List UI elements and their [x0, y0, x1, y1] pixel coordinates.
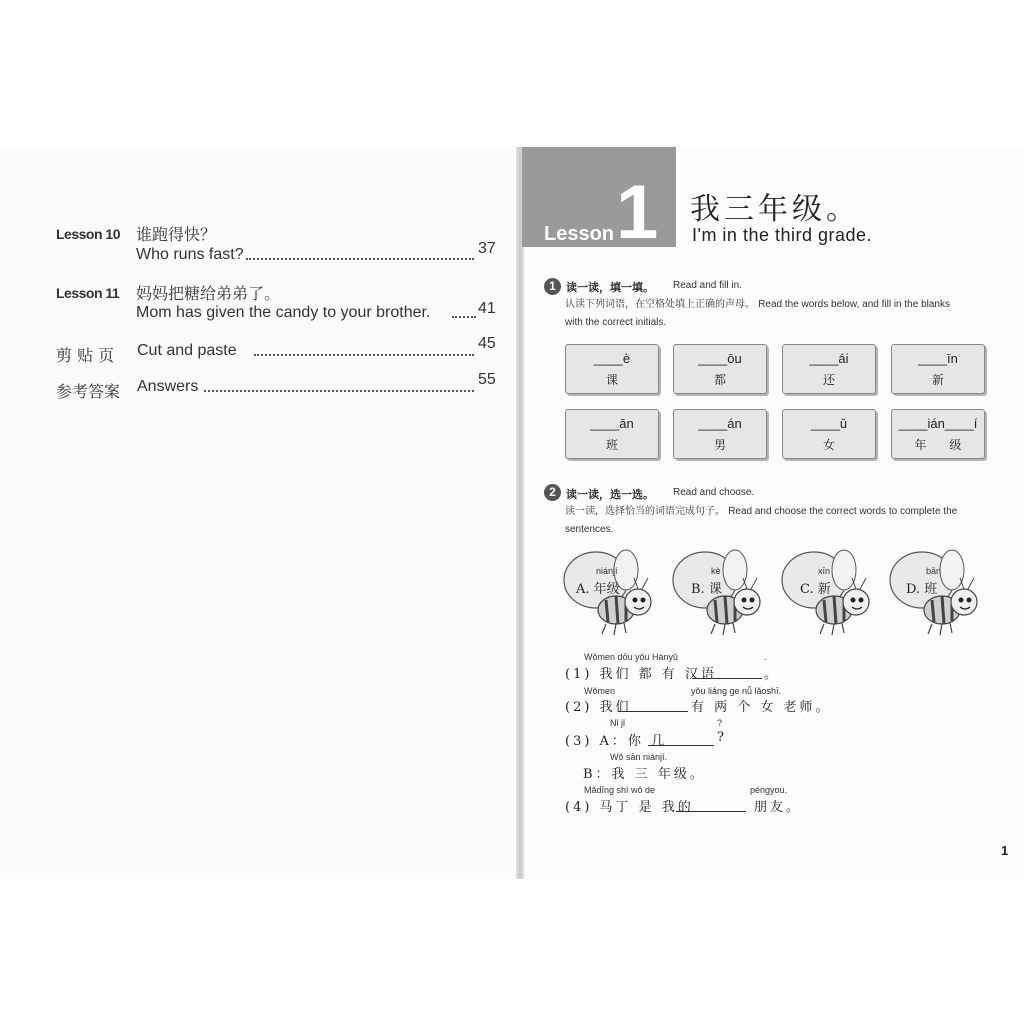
- instructions-en: Read and choose the correct words to complete the: [728, 506, 958, 517]
- pinyin-card: [782, 409, 876, 459]
- card-character: 都: [713, 373, 726, 387]
- pinyin-card: [565, 344, 659, 394]
- lesson-word: Lesson: [544, 223, 615, 245]
- sentence-pinyin: yǒu liǎng ge nǚ lǎoshī.: [691, 686, 782, 696]
- sentence-pinyin: Wǒ sān niánjí.: [610, 752, 668, 762]
- toc-title-cn: 谁跑得快？: [136, 225, 217, 244]
- card-pinyin: ____è: [593, 351, 631, 366]
- exercise-heading-en: Read and fill in.: [673, 280, 742, 291]
- toc-lesson-10: Lesson 10: [56, 226, 120, 242]
- card-character: 课: [605, 373, 618, 387]
- sentence-text: 有 两 个 女 老师。: [691, 700, 832, 715]
- toc-title-cn: 参考答案: [56, 382, 121, 401]
- instructions-en-line2: with the correct initials.: [565, 317, 667, 328]
- instructions-en: Read the words below, and fill in the blanks: [758, 299, 950, 310]
- pinyin-card: [891, 409, 985, 459]
- card-pinyin: ____īn: [918, 351, 958, 366]
- toc-lesson-11: Lesson 11: [56, 285, 120, 301]
- pinyin-card: [782, 344, 876, 394]
- sentence-pinyin: Wǒmen: [584, 686, 616, 696]
- option-label: A. 年级: [576, 582, 620, 597]
- toc-title-en: Who runs fast?: [136, 246, 244, 263]
- exercise-number-badge: 1: [544, 278, 561, 295]
- card-pinyin: ____ǔ: [810, 416, 848, 431]
- card-pinyin: ____ān: [590, 416, 634, 431]
- pinyin-card: [891, 344, 985, 394]
- page-number: 1: [1001, 843, 1009, 858]
- bee-option-d: [888, 546, 988, 636]
- option-label: B. 课: [691, 582, 722, 597]
- sentence-pinyin: Nǐ jǐ: [610, 718, 625, 728]
- sentence-text: 朋友。: [754, 800, 803, 815]
- bee-icon: [888, 546, 988, 636]
- toc-leader: [452, 316, 476, 318]
- bee-option-c: [780, 546, 880, 636]
- toc-title-cn: 剪 贴 页: [56, 346, 115, 365]
- toc-title-cn: 妈妈把糖给弟弟了。: [136, 284, 281, 303]
- card-character: 班: [605, 438, 618, 452]
- instructions-cn: 读一读，选择恰当的词语完成句子。: [565, 506, 725, 517]
- exercise-heading-cn: 读一读，选一选。: [566, 488, 654, 501]
- sentence-pinyin: péngyou.: [750, 785, 788, 795]
- answer-blank[interactable]: [676, 811, 746, 812]
- toc-title-en: Answers: [137, 378, 199, 395]
- lesson-badge: [522, 147, 676, 255]
- option-label: C. 新: [800, 582, 831, 597]
- sentence-text: B：我 三 年级。: [583, 767, 706, 782]
- book-gutter: [516, 147, 524, 879]
- instructions-cn: 认读下列词语，在空格处填上正确的声母。: [565, 299, 755, 310]
- sentence-pinyin: Wǒmen dōu yǒu Hànyǔ: [584, 652, 679, 662]
- pinyin-card: [673, 344, 767, 394]
- card-pinyin: ____ái: [809, 351, 849, 366]
- toc-leader: [204, 390, 474, 392]
- sentence-text: (4) 马丁 是 我的: [565, 800, 694, 815]
- card-character: 女: [822, 438, 835, 452]
- answer-blank[interactable]: [618, 711, 688, 712]
- toc-page-number: 37: [478, 240, 496, 257]
- sentence-pinyin: .: [764, 652, 767, 662]
- card-pinyin: ____ián____í: [898, 416, 978, 431]
- toc-page-number: 41: [478, 300, 496, 317]
- toc-title-en: Mom has given the candy to your brother.: [136, 304, 431, 321]
- instructions-en-line2: sentences.: [565, 524, 614, 535]
- exercise-instructions: [565, 296, 950, 332]
- card-character: 还: [822, 373, 835, 387]
- exercise-heading-cn: 读一读，填一填。: [566, 281, 654, 294]
- sentence-text: ?: [717, 730, 727, 745]
- lesson-number: 1: [616, 170, 659, 255]
- lesson-title-en: I'm in the third grade.: [692, 225, 873, 245]
- option-label: D. 班: [906, 582, 938, 597]
- option-pinyin: kè: [711, 566, 721, 576]
- left-page: [0, 147, 518, 879]
- bee-option-a: [562, 546, 662, 636]
- exercise-number-badge: 2: [544, 484, 561, 501]
- toc-page-number: 55: [478, 371, 496, 388]
- toc-leader: [254, 354, 474, 356]
- sentence-text: (2) 我们: [565, 700, 632, 715]
- card-character: 年 级: [914, 438, 962, 452]
- card-pinyin: ____ōu: [698, 351, 742, 366]
- option-pinyin: niánjí: [596, 566, 618, 576]
- exercise-heading-en: Read and choose.: [673, 487, 755, 498]
- toc-leader: [246, 258, 474, 260]
- answer-blank[interactable]: [692, 678, 762, 679]
- toc-title-en: Cut and paste: [137, 342, 237, 359]
- option-pinyin: xīn: [818, 566, 831, 576]
- exercise-instructions: [565, 503, 957, 539]
- answer-blank[interactable]: [648, 745, 714, 746]
- toc-page-number: 45: [478, 335, 496, 352]
- option-pinyin: bān: [926, 566, 942, 576]
- pinyin-card: [673, 409, 767, 459]
- card-character: 男: [713, 438, 726, 452]
- sentence-pinyin: ?: [717, 718, 723, 728]
- sentence-pinyin: Mǎdīng shì wǒ de: [584, 785, 656, 795]
- sentence-text: (3) A：你 几: [565, 734, 668, 749]
- sentence-text: 。: [764, 667, 781, 682]
- sentence-text: (1) 我们 都 有 汉语: [565, 667, 717, 682]
- pinyin-card: [565, 409, 659, 459]
- bee-option-b: [671, 546, 771, 636]
- card-character: 新: [931, 373, 944, 387]
- lesson-title-cn: 我三年级。: [690, 192, 860, 227]
- card-pinyin: ____án: [698, 416, 742, 431]
